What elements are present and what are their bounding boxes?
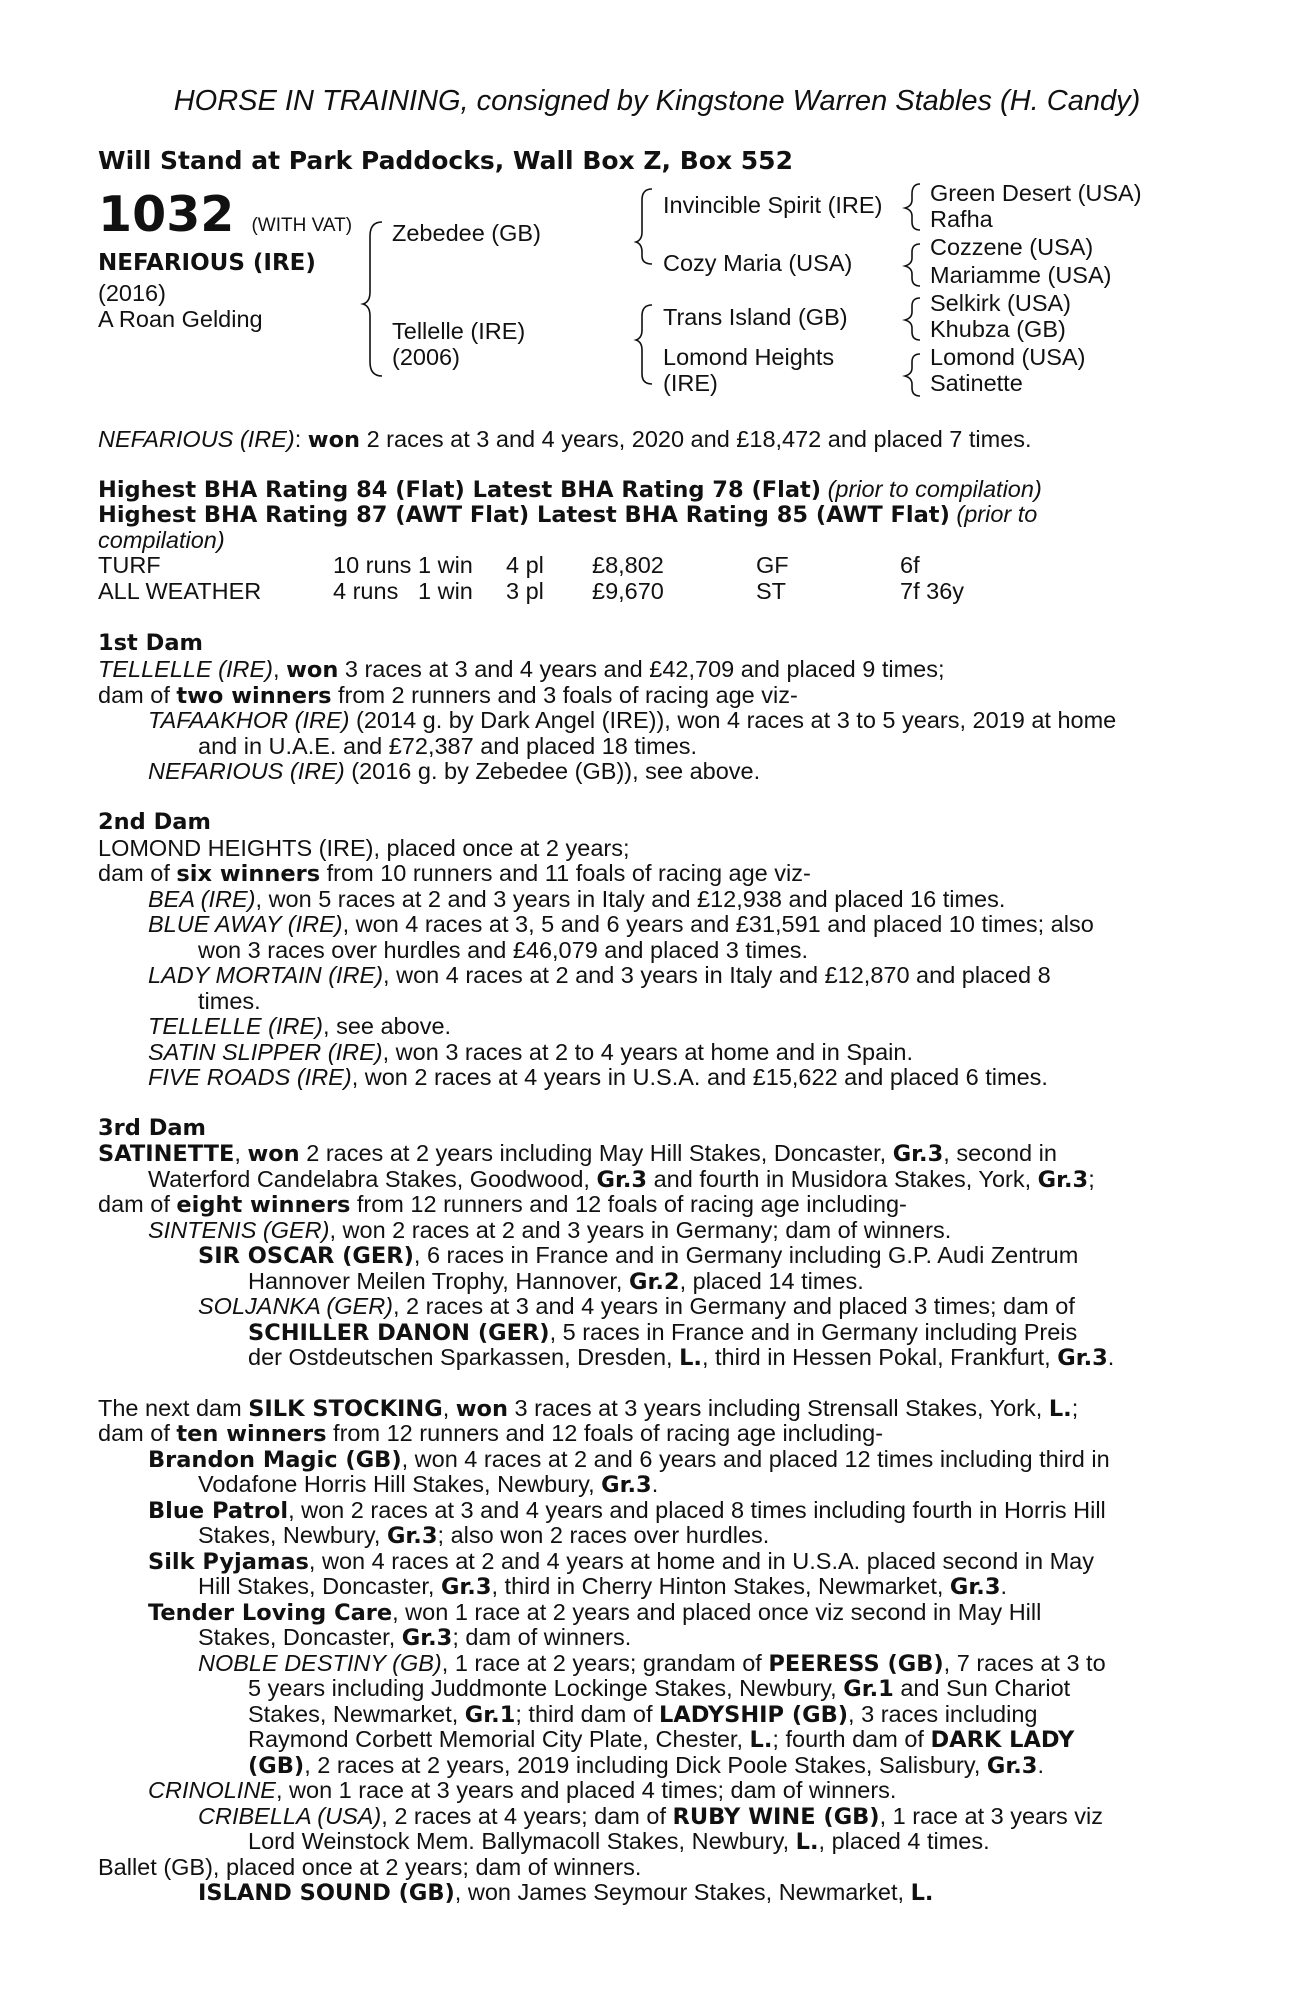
descendant-name: DARK LADY — [930, 1727, 1075, 1753]
rating-awt — [98, 503, 1037, 527]
dam-name: SILK STOCKING — [248, 1396, 443, 1422]
text: , placed 14 times. — [679, 1268, 864, 1294]
offspring-nefarious — [148, 760, 760, 784]
text: Lord Weinstock Mem. Ballymacoll Stakes, Newbury, — [248, 1828, 796, 1854]
text: Waterford Candelabra Stakes, Goodwood, — [148, 1166, 597, 1192]
winners-count: eight winners — [176, 1192, 351, 1218]
grade: Gr.3 — [601, 1472, 652, 1498]
rating-awt-text: Highest BHA Rating 87 (AWT Flat) Latest BHA Rating 85 (AWT Flat) — [98, 502, 950, 528]
text: 5 years including Juddmonte Lockinge Stakes, Newbury, — [248, 1675, 844, 1701]
offspring-cribella-cont — [248, 1830, 990, 1854]
grade: Gr.3 — [949, 1574, 1001, 1600]
dam-dam-dam: Satinette — [930, 370, 1023, 396]
third-dam-heading: 3rd Dam — [98, 1115, 206, 1141]
offspring-name: NEFARIOUS (IRE) — [148, 758, 345, 784]
dam-sire-sire: Selkirk (USA) — [930, 290, 1072, 316]
offspring-island-sound — [198, 1881, 933, 1905]
second-dam-heading: 2nd Dam — [98, 809, 211, 835]
offspring-record: , won 2 races at 2 and 3 years in Germany; dam of winners. — [329, 1217, 952, 1243]
record-runs: 10 runs — [333, 552, 412, 578]
offspring-record: , won 4 races at 2 and 3 years in Italy and £12,870 and placed 8 — [383, 962, 1051, 988]
record-surface: TURF — [98, 552, 161, 578]
sire: Zebedee (GB) — [392, 220, 541, 246]
record-going: GF — [756, 552, 789, 578]
descendant-name: LADYSHIP (GB) — [659, 1702, 849, 1728]
record-money: £9,670 — [592, 578, 664, 604]
offspring-blue-away — [148, 913, 1094, 937]
text: Stakes, Doncaster, — [198, 1624, 402, 1650]
offspring-blue-patrol — [148, 1499, 1106, 1523]
offspring-satin-slipper — [148, 1041, 913, 1065]
grade: Gr.1 — [464, 1702, 516, 1728]
dam-sire: Trans Island (GB) — [663, 304, 848, 330]
grade: Gr.2 — [629, 1269, 680, 1295]
text: ; fourth dam of — [772, 1726, 931, 1752]
dam-line-2: (2006) — [392, 344, 460, 370]
listed: L. — [910, 1880, 934, 1906]
text: and fourth in Musidora Stakes, York, — [647, 1166, 1038, 1192]
text: , 1 race at 3 years viz — [879, 1803, 1103, 1829]
lot-number: 1032 — [98, 186, 235, 243]
third-dam-line-cont — [148, 1168, 1095, 1192]
offspring-record: , won 4 races at 2 and 4 years at home and in U.S.A. placed second in May — [308, 1548, 1095, 1574]
text: , second in — [943, 1140, 1057, 1166]
offspring-noble-destiny-cont-3 — [248, 1728, 1074, 1752]
won-word: won — [247, 1141, 300, 1167]
offspring-record: , won 2 races at 3 and 4 years and placed 8 times including fourth in Horris Hill — [288, 1497, 1106, 1523]
text: ; also won 2 races over hurdles. — [437, 1522, 770, 1548]
text: , won James Seymour Stakes, Newmarket, — [454, 1879, 911, 1905]
offspring-record: , 2 races at 3 and 4 years in Germany and placed 3 times; dam of — [393, 1293, 1075, 1319]
text: from 12 runners and 12 foals of racing age including- — [326, 1420, 884, 1446]
record-row-all-weather — [98, 580, 1198, 606]
won-word: won — [455, 1396, 509, 1422]
dam-name: SATINETTE — [98, 1141, 235, 1167]
offspring-bea — [148, 888, 1005, 912]
grade: Gr.3 — [1037, 1167, 1089, 1193]
won-word: won — [286, 657, 339, 683]
summary-text: 2 races at 3 and 4 years, 2020 and £18,472 and placed 7 times. — [360, 426, 1032, 452]
summary-horse-name: NEFARIOUS (IRE) — [98, 426, 295, 452]
summary-won: won — [307, 427, 361, 453]
rating-awt-note: (prior to — [956, 501, 1038, 527]
first-dam-heading: 1st Dam — [98, 630, 203, 656]
text: , 3 races including — [848, 1701, 1038, 1727]
offspring-name: LADY MORTAIN (IRE) — [148, 962, 384, 988]
offspring-name: FIVE ROADS (IRE) — [148, 1064, 352, 1090]
offspring-record: (2016 g. by Zebedee (GB)), see above. — [344, 758, 761, 784]
third-dam-line: SATINETTE, won 2 races at 2 years including May Hill Stakes, Doncaster, Gr.3, second in — [98, 1140, 1057, 1167]
offspring-name: SIR OSCAR (GER) — [198, 1243, 414, 1269]
page-header: HORSE IN TRAINING, consigned by Kingstone Warren Stables (H. Candy) — [173, 85, 1141, 117]
offspring-name: BLUE AWAY (IRE) — [148, 911, 343, 937]
record-placed: 4 pl — [506, 552, 544, 578]
winners-count: two winners — [176, 683, 332, 709]
sire-dam: Cozy Maria (USA) — [663, 250, 853, 276]
listed: L. — [679, 1345, 702, 1371]
offspring-tellelle — [148, 1015, 451, 1039]
dam-dam-line-1: Lomond Heights — [663, 344, 835, 370]
descendant-name: PEERESS (GB) — [768, 1651, 944, 1677]
offspring-name: Blue Patrol — [148, 1498, 289, 1524]
text: from 12 runners and 12 foals of racing age including- — [350, 1191, 907, 1217]
listed: L. — [795, 1829, 819, 1855]
text: Hannover Meilen Trophy, Hannover, — [248, 1268, 629, 1294]
offspring-name: ISLAND SOUND (GB) — [198, 1880, 455, 1906]
offspring-name: Brandon Magic (GB) — [148, 1447, 402, 1473]
offspring-record: , won 4 races at 3, 5 and 6 years and £31,591 and placed 10 times; also — [342, 911, 1094, 937]
dam-record: 3 races at 3 and 4 years and £42,709 and placed 9 times; — [338, 656, 945, 682]
grade: Gr.3 — [440, 1574, 492, 1600]
offspring-record: , won 2 races at 4 years in U.S.A. and £15,622 and placed 6 times. — [351, 1064, 1048, 1090]
offspring-tafaakhor — [148, 709, 1116, 733]
grade: Gr.3 — [1057, 1345, 1108, 1371]
sire-sire: Invincible Spirit (IRE) — [663, 192, 883, 218]
vat-note: (WITH VAT) — [251, 215, 353, 236]
offspring-sintenis — [148, 1219, 951, 1243]
offspring-schiller-danon-cont — [248, 1346, 1114, 1370]
offspring-name: CRIBELLA (USA) — [198, 1803, 382, 1829]
offspring-record: , won 4 races at 2 and 6 years and placed 12 times including third in — [401, 1446, 1110, 1472]
offspring-blue-away-cont: won 3 races over hurdles and £46,079 and placed 3 times. — [198, 937, 809, 963]
next-dam-produce-line — [98, 1422, 883, 1446]
record-row-turf — [98, 554, 1198, 580]
offspring-brandon-magic — [148, 1448, 1110, 1472]
offspring-noble-destiny-cont-4 — [248, 1754, 1044, 1778]
horse-description: A Roan Gelding — [98, 306, 263, 332]
text: Vodafone Horris Hill Stakes, Newbury, — [198, 1471, 602, 1497]
offspring-name: SATIN SLIPPER (IRE) — [148, 1039, 383, 1065]
offspring-name: Tender Loving Care — [148, 1600, 393, 1626]
offspring-ballet: Ballet (GB), placed once at 2 years; dam of winners. — [98, 1854, 642, 1880]
dam-name: TELLELLE (IRE) — [98, 656, 274, 682]
text: dam of — [98, 1191, 177, 1217]
offspring-brandon-magic-cont — [198, 1473, 658, 1497]
offspring-record: (2014 g. by Dark Angel (IRE)), won 4 races at 3 to 5 years, 2019 at home — [349, 707, 1117, 733]
record-surface: ALL WEATHER — [98, 578, 262, 604]
text: 2 races at 2 years including May Hill Stakes, Doncaster, — [299, 1140, 893, 1166]
offspring-lady-mortain — [148, 964, 1051, 988]
dam-dam-sire: Lomond (USA) — [930, 344, 1086, 370]
offspring-blue-patrol-cont — [198, 1524, 769, 1548]
grade: Gr.3 — [386, 1523, 438, 1549]
descendant-name: RUBY WINE (GB) — [672, 1804, 880, 1830]
offspring-crinoline — [148, 1779, 896, 1803]
offspring-record: , see above. — [323, 1013, 452, 1039]
text: . — [1107, 1344, 1115, 1370]
race-summary: NEFARIOUS (IRE): won 2 races at 3 and 4 years, 2020 and £18,472 and placed 7 times. — [98, 426, 1032, 453]
text: dam of — [98, 682, 177, 708]
grade: Gr.3 — [986, 1753, 1038, 1779]
offspring-record: , won 1 race at 3 years and placed 4 times; dam of winners. — [275, 1777, 897, 1803]
record-placed: 3 pl — [506, 578, 544, 604]
text: from 10 runners and 11 foals of racing age viz- — [320, 860, 811, 886]
text: , third in Hessen Pokal, Frankfurt, — [701, 1344, 1058, 1370]
text: ; dam of winners. — [452, 1624, 632, 1650]
text: ; third dam of — [515, 1701, 660, 1727]
text: . — [1037, 1752, 1044, 1778]
dam-line-1: Tellelle (IRE) — [392, 318, 526, 344]
winners-count: ten winners — [176, 1421, 327, 1447]
lot-number-line — [98, 186, 353, 243]
text: , 7 races at 3 to — [943, 1650, 1106, 1676]
record-distance: 6f — [900, 552, 920, 578]
offspring-silk-pyjamas — [148, 1550, 1094, 1574]
text: ; — [1071, 1395, 1079, 1421]
grade: Gr.1 — [843, 1676, 894, 1702]
text: der Ostdeutschen Sparkassen, Dresden, — [248, 1344, 680, 1370]
offspring-silk-pyjamas-cont — [198, 1575, 1007, 1599]
text: 3 races at 3 years including Strensall Stakes, York, — [508, 1395, 1049, 1421]
listed: L. — [749, 1727, 773, 1753]
text: The next dam — [98, 1395, 249, 1421]
rating-flat-text: Highest BHA Rating 84 (Flat) Latest BHA Rating 78 (Flat) — [98, 477, 822, 503]
text: Stakes, Newbury, — [198, 1522, 387, 1548]
next-dam-line — [98, 1397, 1078, 1421]
text: Hill Stakes, Doncaster, — [198, 1573, 441, 1599]
record-going: ST — [756, 578, 787, 604]
winners-count: six winners — [176, 861, 321, 887]
offspring-five-roads — [148, 1066, 1048, 1090]
second-dam-produce-line — [98, 862, 811, 886]
descendant-name: (GB) — [248, 1753, 305, 1779]
dam-sire-dam: Khubza (GB) — [930, 316, 1066, 342]
offspring-cribella — [198, 1805, 1103, 1829]
grade: Gr.3 — [596, 1167, 648, 1193]
text: dam of — [98, 860, 177, 886]
text: , third in Cherry Hinton Stakes, Newmarket, — [491, 1573, 950, 1599]
text: ; — [1088, 1166, 1095, 1192]
third-dam-produce-line — [98, 1193, 907, 1217]
offspring-name: SOLJANKA (GER) — [198, 1293, 393, 1319]
record-distance: 7f 36y — [900, 578, 965, 604]
record-money: £8,802 — [592, 552, 664, 578]
text: , 2 races at 4 years; dam of — [381, 1803, 673, 1829]
listed: L. — [1048, 1396, 1072, 1422]
text: . — [1000, 1573, 1008, 1599]
offspring-noble-destiny — [198, 1652, 1106, 1676]
sire-dam-dam: Mariamme (USA) — [930, 262, 1112, 288]
offspring-name: NOBLE DESTINY (GB) — [198, 1650, 442, 1676]
text: , placed 4 times. — [818, 1828, 990, 1854]
stand-location: Will Stand at Park Paddocks, Wall Box Z, Box 552 — [98, 146, 793, 175]
offspring-record: , 6 races in France and in Germany including G.P. Audi Zentrum — [413, 1242, 1079, 1268]
offspring-name: TELLELLE (IRE) — [148, 1013, 324, 1039]
offspring-schiller-danon — [248, 1321, 1077, 1345]
offspring-record: , won 3 races at 2 to 4 years at home and in Spain. — [382, 1039, 913, 1065]
horse-year: (2016) — [98, 280, 166, 306]
offspring-noble-destiny-cont-2 — [248, 1703, 1037, 1727]
text: . — [651, 1471, 659, 1497]
sire-dam-sire: Cozzene (USA) — [930, 234, 1094, 260]
dam-dam-line-2: (IRE) — [663, 370, 718, 396]
offspring-sir-oscar — [198, 1244, 1078, 1268]
text: , — [442, 1395, 456, 1421]
sire-sire-sire: Green Desert (USA) — [930, 180, 1142, 206]
grade: Gr.3 — [401, 1625, 453, 1651]
text: , 1 race at 2 years; grandam of — [441, 1650, 769, 1676]
rating-flat — [98, 478, 1042, 502]
record-runs: 4 runs — [333, 578, 399, 604]
text: and Sun Chariot — [893, 1675, 1071, 1701]
text: from 2 runners and 3 foals of racing age viz- — [331, 682, 798, 708]
rating-awt-note-cont: compilation) — [98, 527, 225, 553]
sire-sire-dam: Rafha — [930, 206, 993, 232]
offspring-sir-oscar-cont — [248, 1270, 864, 1294]
offspring-lady-mortain-cont: times. — [198, 988, 261, 1014]
horse-name: NEFARIOUS (IRE) — [98, 250, 316, 276]
offspring-soljanka — [198, 1295, 1075, 1319]
offspring-tender-loving-care-cont — [198, 1626, 631, 1650]
offspring-name: SCHILLER DANON (GER) — [248, 1320, 550, 1346]
offspring-record: , 5 races in France and in Germany including Preis — [549, 1319, 1078, 1345]
first-dam-line: TELLELLE (IRE), won 3 races at 3 and 4 years and £42,709 and placed 9 times; — [98, 656, 945, 683]
rating-flat-note: (prior to compilation) — [827, 476, 1042, 502]
record-wins: 1 win — [418, 578, 473, 604]
offspring-tafaakhor-cont: and in U.A.E. and £72,387 and placed 18 times. — [198, 733, 698, 759]
offspring-name: Silk Pyjamas — [148, 1549, 309, 1575]
grade: Gr.3 — [892, 1141, 944, 1167]
offspring-name: SINTENIS (GER) — [148, 1217, 330, 1243]
text: Stakes, Newmarket, — [248, 1701, 465, 1727]
first-dam-produce-line — [98, 684, 798, 708]
offspring-name: TAFAAKHOR (IRE) — [148, 707, 350, 733]
offspring-record: , won 5 races at 2 and 3 years in Italy and £12,938 and placed 16 times. — [255, 886, 1006, 912]
second-dam-line: LOMOND HEIGHTS (IRE), placed once at 2 years; — [98, 835, 630, 861]
offspring-noble-destiny-cont-1 — [248, 1677, 1070, 1701]
text: , 2 races at 2 years, 2019 including Dick Poole Stakes, Salisbury, — [304, 1752, 987, 1778]
text: dam of — [98, 1420, 177, 1446]
offspring-record: , won 1 race at 2 years and placed once viz second in May Hill — [392, 1599, 1042, 1625]
offspring-name: BEA (IRE) — [148, 886, 256, 912]
text: Raymond Corbett Memorial City Plate, Chester, — [248, 1726, 750, 1752]
offspring-name: CRINOLINE — [148, 1777, 276, 1803]
record-wins: 1 win — [418, 552, 473, 578]
offspring-tender-loving-care — [148, 1601, 1041, 1625]
